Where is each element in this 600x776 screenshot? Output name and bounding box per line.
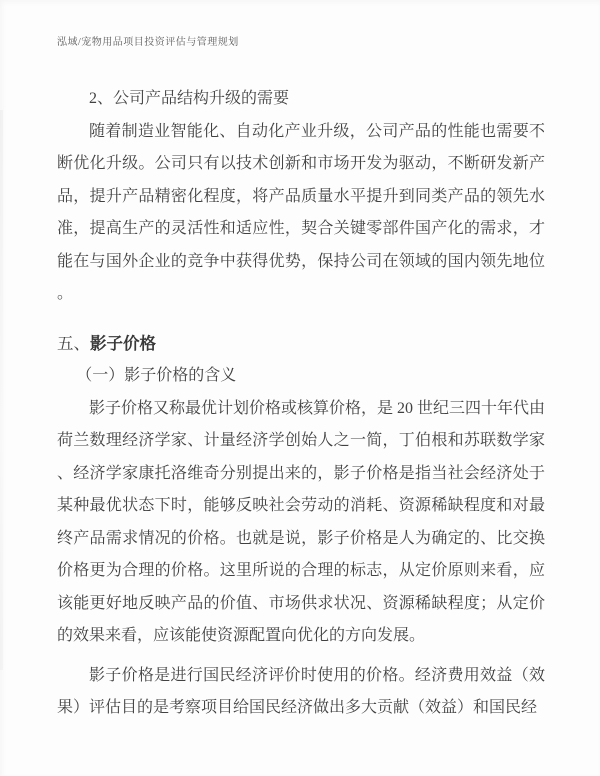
heading-product-structure-upgrade: 2、公司产品结构升级的需要 xyxy=(89,90,290,107)
document-header: 泓域/宠物用品项目投资评估与管理规划 xyxy=(57,37,239,48)
scan-edge-artifact xyxy=(0,110,3,670)
heading-shadow-price xyxy=(57,328,545,361)
heading-shadow-price-meaning: （一）影子价格的含义 xyxy=(76,367,237,384)
paragraph-national-economy-evaluation: 影子价格是进行国民经济评价时使用的价格。经济费用效益（效果）评估目的是考察项目给国民经济做出多大贡献（效益）和国民经 xyxy=(57,666,545,716)
heading-number: 五、 xyxy=(57,333,90,353)
paragraph-shadow-price-definition: 影子价格又称最优计划价格或核算价格，是 20 世纪三四十年代由荷兰数理经济学家、计量经济学创始人之一简，丁伯根和苏联数学家、经济学家康托洛维奇分别提出来的，影子价格是指当社会经济处于某种最优状态下时，能够反映社会劳动的消耗、资源稀缺程度和对最终产品需求情况的价格。也就是说，影子价格是人为确定的、比交换价格更为合理的价格。这里所说的合理的标志，从定价原则来看，应该能更好地反映产品的价值、市场供求状况、资源稀缺程度；从定价的效果来看，应该能使资源配置向优化的方向发展。 xyxy=(57,399,546,644)
heading-title: 影子价格 xyxy=(90,333,156,353)
document-content xyxy=(57,83,545,725)
paragraph-product-upgrade: 随着制造业智能化、自动化产业升级，公司产品的性能也需要不断优化升级。公司只有以技术创新和市场开发为驱动，不断研发新产品，提升产品精密化程度，将产品质量水平提升到同类产品的领先水准，提高生产的灵活性和适应性，契合关键零部件国产化的需求，才能在与国外企业的竞争中获得优势，保持公司在领域的国内领先地位。 xyxy=(57,122,545,302)
